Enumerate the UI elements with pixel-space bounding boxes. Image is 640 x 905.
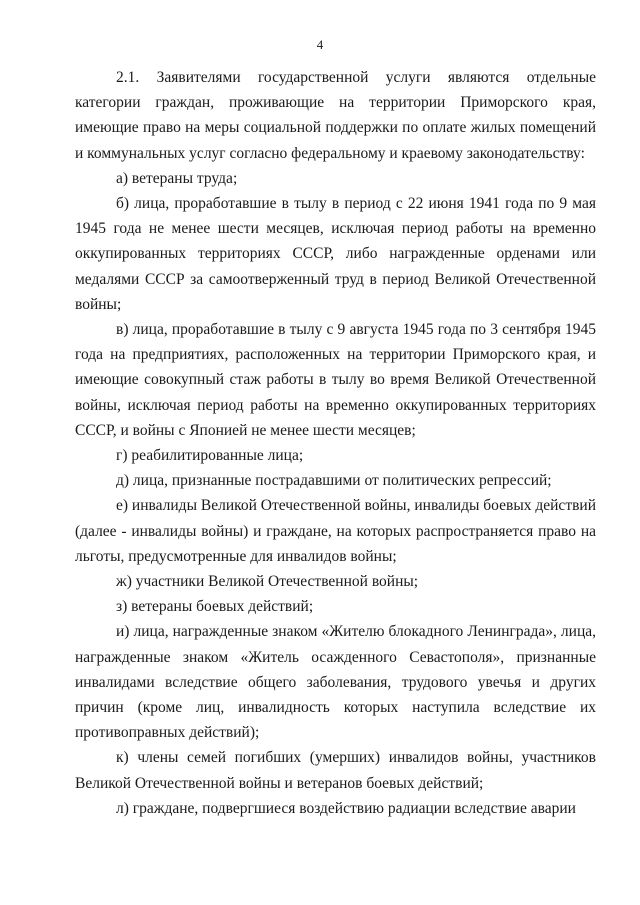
list-item-z: з) ветераны боевых действий;: [116, 598, 314, 616]
list-item-b: б) лица, проработавшие в тылу в период с 22 июня 1941 года по 9 мая 1945 года не менее шести месяцев, исключая период работы на временно оккупированных территориях СССР, либо награжденные орденами или медалями СССР за самоотверженный труд в период Великой Отечественной войны;: [75, 195, 596, 313]
list-item-a: а) ветераны труда;: [116, 169, 238, 187]
list-item-zh: ж) участники Великой Отечественной войны;: [116, 573, 419, 591]
list-item-v: в) лица, проработавшие в тылу с 9 августа 1945 года по 3 сентября 1945 года на предприятиях, расположенных на территории Приморского края, и имеющие совокупный стаж работы в тылу во время Великой Отечественной войны, исключая период работы на временно оккупированных территориях СССР, и войны с Японией не менее шести месяцев;: [75, 321, 596, 439]
list-item-g: г) реабилитированные лица;: [116, 447, 304, 465]
list-item-k: к) члены семей погибших (умерших) инвалидов войны, участников Великой Отечественной войны и ветеранов боевых действий;: [75, 749, 596, 792]
list-item-l: л) граждане, подвергшиеся воздействию радиации вследствие аварии: [116, 799, 576, 817]
document-body: [75, 65, 596, 821]
list-item-d: д) лица, признанные пострадавшими от политических репрессий;: [116, 472, 552, 490]
paragraph-2-1-intro: 2.1. Заявителями государственной услуги являются отдельные категории граждан, проживающие на территории Приморского края, имеющие право на меры социальной поддержки по оплате жилых помещений и коммунальных услуг согласно федеральному и краевому законодательству:: [75, 69, 596, 162]
list-item-i: и) лица, награжденные знаком «Жителю блокадного Ленинграда», лица, награжденные знаком «Житель осажденного Севастополя», признанные инвалидами вследствие общего заболевания, трудового увечья и других причин (кроме лиц, инвалидность которых наступила вследствие их противоправных действий);: [75, 623, 596, 742]
list-item-e: е) инвалиды Великой Отечественной войны, инвалиды боевых действий (далее - инвалиды войны) и граждане, на которых распространяется право на льготы, предусмотренные для инвалидов войны;: [75, 497, 596, 565]
page-number: 4: [316, 37, 324, 52]
